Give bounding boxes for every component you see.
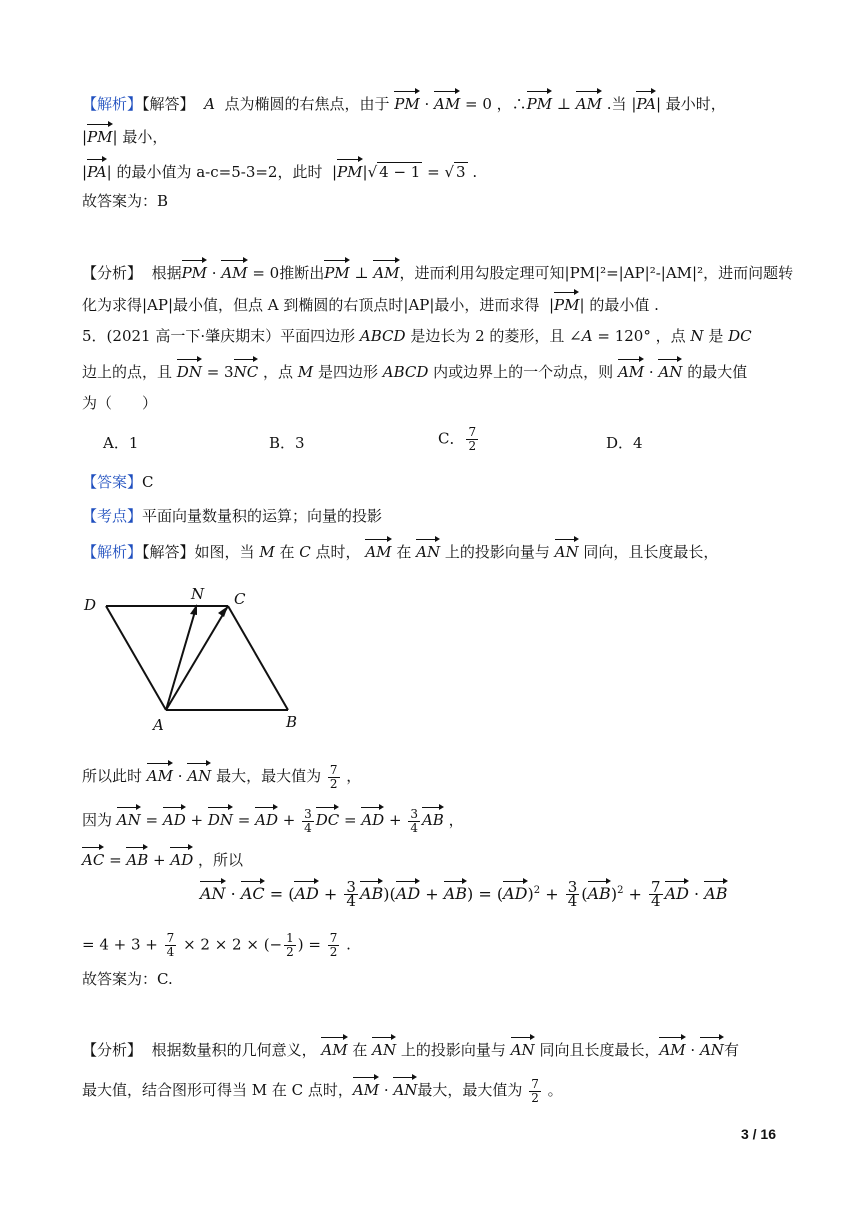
text: 推断出 [279,264,325,282]
label-c: C [234,590,246,608]
text: ，点 [263,363,294,381]
text: ，点 [655,327,686,345]
option-b: B．3 [269,434,305,452]
text: ，进而利用勾股定理可知|PM|²=|AP|²-|AM|²，进而问题转 [399,264,794,282]
kaodian-value: 平面向量数量积的运算；向量的投影 [142,507,383,525]
label-a: A [153,716,164,734]
text: = 4 + 3 + [82,935,158,954]
prev-fenxi-line-1: 【分析】 根据PM · AM = 0推断出PM ⊥ AM，进而利用勾股定理可知|PM|²=|AP|²-|AM|²，进而问题转 [82,259,793,284]
text: 最大值，结合图形可得当 M 在 C 点时， [82,1081,353,1099]
text: 最大，最大值为 [216,767,322,785]
text: 。 [547,1081,563,1099]
text: ，∴ [496,95,527,113]
text: 根据 [151,264,182,282]
text: 内或边界上的一个动点，则 [433,363,614,381]
prev-line-2: |PM| 最小， [82,123,167,148]
prev-line-1: 【解析】【解答】 A 点为椭圆的右焦点，由于 PM · AM = 0 ，∴PM ⊥ AM .当 |PA| 最小时， [82,90,726,115]
answer-line [82,471,154,493]
text: 的最大值 [687,363,748,381]
tag-answer: 【答案】 [82,473,143,491]
text: 因为 [82,811,113,829]
q5-conclusion: 故答案为：C. [82,970,173,988]
text: 最大，最大值为 [417,1081,523,1099]
text: 的最小值 . [589,296,659,314]
step-4-equation: AN · AC = (AD + $\frac{3}{4}$ AB)(AD + AB) = (AD)$^2$ + $\frac{3}{4}$ (AB)$^2$ + $\frac{7}{4}$ AD · AB [200,878,728,911]
text: 根据数量积的几何意义， [151,1041,317,1059]
q5-stem-line-1: 5．(2021 高一下·肇庆期末）平面四边形 ABCD 是边长为 2 的菱形，且 ∠A = 120° ，点 N 是 DC [82,327,752,345]
label-b: B [286,713,298,731]
tag-jieda: 【解答】 [142,95,195,113]
step-3: AC = AB + AD ，所以 [82,846,243,871]
text: 点为椭圆的右焦点，由于 [224,95,390,113]
tag-jiexi: 【解析】 [82,543,143,561]
option-c: C． $\frac{7}{2}$ [438,425,477,453]
text: 化为求得|AP|最小值，但点 A 到椭圆的右顶点时|AP|最小，进而求得 [82,296,540,314]
text: 是四边形 [317,363,378,381]
text: 最小， [122,128,168,146]
option-c-label: C． [438,429,465,448]
text: 如图，当 [194,543,255,561]
q5-stem-line-2: 边上的点，且 DN = 3NC ，点 M 是四边形 ABCD 内或边界上的一个动点，则 AM · AN 的最大值 [82,358,747,383]
tag-fenxi: 【分析】 [82,264,143,282]
arrow-c [218,606,228,617]
text: 在 [352,1041,368,1059]
vector-ac [166,606,228,710]
edge-cb [228,606,288,710]
text: 上的投影向量与 [400,1041,506,1059]
text: 同向，且长度最长， [583,543,719,561]
q5-fenxi-line-1: 【分析】 根据数量积的几何意义， AM 在 AN 上的投影向量与 AN 同向且长度最长，AM · AN有 [82,1036,739,1061]
text: 最小时， [665,95,726,113]
tag-jiexi: 【解析】 [82,95,143,113]
text: .当 [606,95,627,113]
jieda-line-1: 【解析】【解答】如图，当 M 在 C 点时， AM 在 AN 上的投影向量与 AN 同向，且长度最长， [82,538,718,563]
prev-line-3: |PA| 的最小值为 a-c=5-3=2，此时 |PM|√ 4 − 1 = √ 3 . [82,158,477,183]
text: 是 [708,327,724,345]
text: 所以此时 [82,767,143,785]
rhombus-figure [78,582,318,737]
text: 上的投影向量与 [444,543,550,561]
text: 在 [396,543,412,561]
text: 点时， [315,543,361,561]
tag-jieda: 【解答】 [142,543,195,561]
text: 同向且长度最长， [539,1041,660,1059]
label-d: D [84,596,97,614]
prev-fenxi-line-2: 化为求得|AP|最小值，但点 A 到椭圆的右顶点时|AP|最小，进而求得 |PM| 的最小值 . [82,291,659,316]
kaodian-line [82,505,382,527]
step-2: 因为 AN = AD + DN = AD + $\frac{3}{4}$ DC = AD + $\frac{3}{4}$ AB ， [82,806,464,835]
text: 有 [723,1041,739,1059]
prev-conclusion: 故答案为：B [82,192,169,210]
tag-kaodian: 【考点】 [82,507,143,525]
step-5: = 4 + 3 + $\frac{7}{4}$ × 2 × 2 × (− $\frac{1}{2}$ ) = $\frac{7}{2}$ . [82,931,351,959]
text: ，所以 [198,851,244,869]
edge-da [106,606,166,710]
text: 的最小值为 a-c=5-3=2，此时 [116,163,323,181]
text: 是边长为 2 的菱形，且 [410,327,565,345]
label-n: N [191,585,205,603]
vector-an [166,608,196,710]
answer-value: C [142,473,154,491]
q5-stem-line-3: 为（ ） [82,394,158,412]
text: 边上的点，且 [82,363,173,381]
option-a: A．1 [103,434,139,452]
text: 5．(2021 高一下·肇庆期末）平面四边形 [82,327,356,345]
page-number: 3 / 16 [740,1126,776,1142]
tag-fenxi: 【分析】 [82,1041,143,1059]
option-d: D．4 [606,434,643,452]
q5-fenxi-line-2: 最大值，结合图形可得当 M 在 C 点时，AM · AN最大，最大值为 $\frac{7}{2}$ 。 [82,1076,563,1105]
text: 在 [279,543,295,561]
step-1: 所以此时 AM · AN 最大，最大值为 $\frac{7}{2}$ ， [82,762,362,791]
